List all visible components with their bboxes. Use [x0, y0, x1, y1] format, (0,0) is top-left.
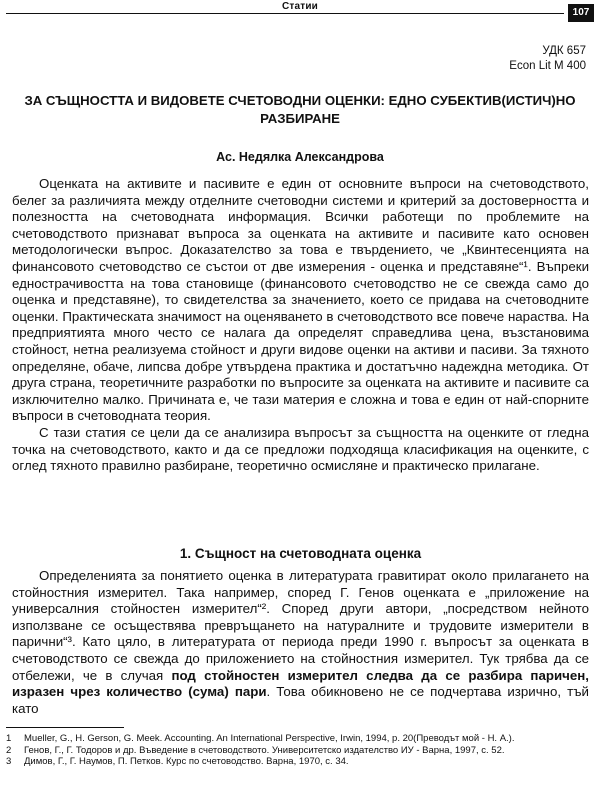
section-paragraph	[12, 568, 589, 717]
footnote	[6, 745, 594, 757]
running-head	[0, 0, 600, 22]
section-body	[12, 568, 589, 717]
intro-body	[12, 176, 589, 475]
footnote-text: Димов, Г., Г. Наумов, П. Петков. Курс по счетоводство. Варна, 1970, с. 34.	[24, 756, 349, 767]
udk-code: УДК 657	[542, 45, 586, 57]
classification-codes	[509, 44, 586, 74]
econlit-code: Econ Lit M 400	[509, 60, 586, 72]
section-heading: 1. Същност на счетоводната оценка	[179, 546, 422, 561]
section-text-end: . Това обикновено не се подчертава изрично, тъй като	[12, 684, 589, 716]
footnote-number: 2	[6, 744, 12, 756]
intro-paragraph: С тази статия се цели да се анализира въпросът за същността на оценките от гледна точка на счетоводството, както и да се предложи подходяща класификация на оценките, с оглед тяхното правилно разбиране, теоретично осмисляне и практическо прилагане.	[12, 424, 589, 474]
footnote-number: 1	[6, 733, 12, 744]
page-number: 107	[568, 4, 594, 22]
footnote-number: 3	[6, 756, 12, 767]
article-title: ЗА СЪЩНОСТТА И ВИДОВЕТЕ СЧЕТОВОДНИ ОЦЕНКИ: ЕДНО СУБЕКТИВ(ИСТИЧ)НО РАЗБИРАНЕ	[24, 93, 576, 126]
intro-paragraph: Оценката на активите и пасивите е един от основните въпроси на счетоводството, белег за различията между отделните счетоводни системи и критерий за достоверността и полезността на счетоводната информация. Всички работещи по проблемите на счетоводството признават въпроса за оценката на активите и пасивите като основен методологически въпрос. Доказателство за това е твърдението, че „Квинтесенцията на финансовото счетоводство се състои от две измерения - оценка и представяне“¹. Въпреки еднострачивостта на това становище (финансовото счетоводство не се свежда само до оценка и представяне), то свидетелства за значението, което се придава на счетоводните оценки. Практическата значимост на оценяването в счетоводството все повече нараства. На предприятията много често се налага да определят справедлива цена, възстановима стойност, нетна реализуема стойност и други видове оценки на активи и пасиви. За тяхното определяне, обаче, липсва добре утвърдена практика и достатъчно надеждна методика. От друга страна, теоретичните разработки по въпросите за оценката на активите и пасивите са изключително малко. Причината е, че тази материя е сложна и това е един от най-спорните въпроси в счетоводната теория.	[12, 176, 589, 424]
footnote	[6, 756, 594, 768]
section-text-emphasis: под стойностен измерител следва да се разбира паричен, изразен чрез количество (сума) пари	[12, 667, 589, 700]
footnote-text: Mueller, G., H. Gerson, G. Meek. Accounting. An International Perspective, Irwin, 1994, p. 20(Преводът мой - Н. А.).	[24, 733, 515, 744]
running-head-section: Статии	[281, 1, 319, 12]
footnote-rule	[6, 727, 124, 728]
article-author: Ас. Недялка Александрова	[216, 150, 384, 164]
footnote-text: Генов, Г., Г. Тодоров и др. Въведение в счетоводството. Университетско издателство ИУ - Варна, 1997, с. 52.	[24, 744, 505, 756]
running-head-rule	[6, 13, 564, 14]
footnote	[6, 733, 594, 745]
section-text-start: Определенията за понятието оценка в литературата гравитират около прилагането на стойностния измерител. Така например, според Г. Генов оценката е „приложение на универсалния стойностен измерител“². Според други автори, „посредством нейното използване се осъществява превръщането на натуралните и трудовите измерители в парични“³. Като цяло, в литературата от периода преди 1990 г. въпросът за оценката в счетоводството се свежда до приложението на стойностния измерител. Тук трябва да се отбележи, че в случая	[12, 568, 589, 683]
footnotes	[6, 733, 594, 768]
